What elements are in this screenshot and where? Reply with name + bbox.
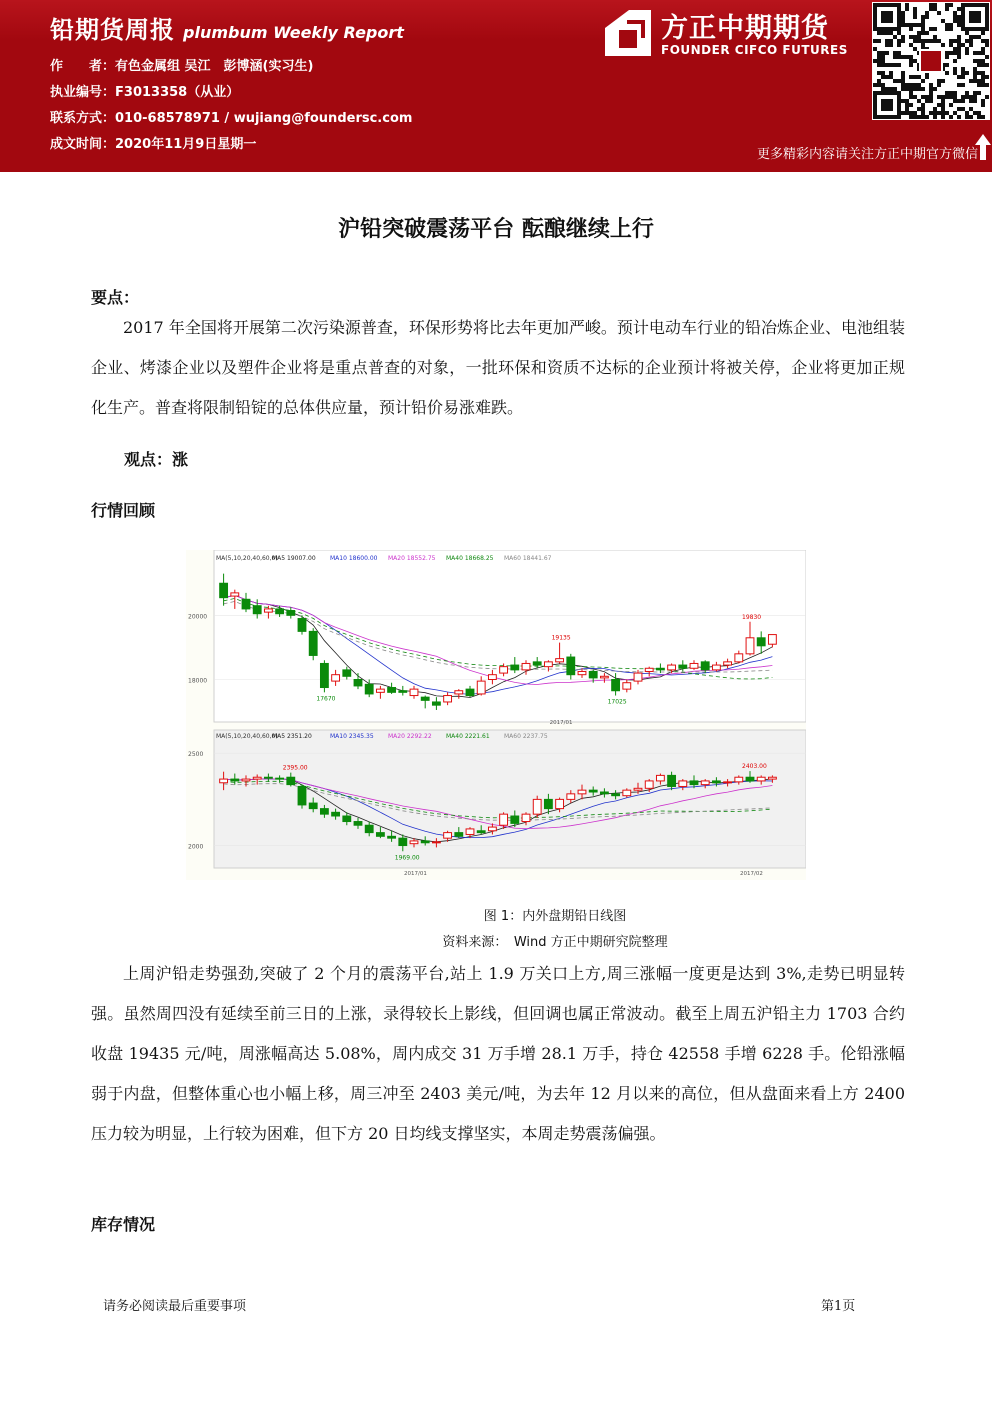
candle-body (645, 781, 653, 788)
candle-body (712, 781, 720, 783)
candle-body (365, 684, 373, 694)
y-tick-label: 2500 (188, 751, 204, 759)
candle-body (309, 631, 317, 655)
ma-legend-item: MA20 18552.75 (388, 555, 436, 562)
candle-body (623, 683, 631, 689)
price-annotation: 17025 (607, 698, 627, 706)
license-line (50, 81, 239, 100)
candle-body (656, 775, 664, 781)
candle-body (388, 688, 396, 693)
author-label: 作 者： (50, 59, 116, 74)
x-tick-label: 2017/01 (549, 720, 573, 726)
upper-panel (214, 550, 806, 722)
candle-body (679, 781, 687, 787)
y-tick-label: 20000 (188, 613, 208, 621)
review-heading: 行情回顾 (91, 501, 156, 520)
candle-body (690, 781, 698, 785)
contact-value[interactable]: 010-68578971 / wujiang@foundersc.com (115, 111, 413, 126)
candle-body (376, 833, 384, 837)
candle-body (668, 775, 676, 786)
qr-code-icon (872, 2, 990, 120)
candle-body (533, 799, 541, 814)
ma-legend-item: MA40 2221.61 (446, 733, 490, 740)
inventory-heading: 库存情况 (91, 1215, 156, 1234)
candle-body (220, 583, 228, 597)
candle-body (735, 654, 743, 662)
candle-body (320, 809, 328, 815)
candle-body (264, 609, 272, 612)
ma-legend-item: MA40 18668.25 (446, 555, 494, 562)
price-annotation: 1969.00 (394, 854, 420, 862)
candle-body (768, 635, 776, 645)
candle-body (612, 794, 620, 796)
price-annotation: 19135 (551, 634, 571, 642)
candle-body (589, 671, 597, 677)
candle-body (724, 782, 732, 783)
candle-body (354, 680, 362, 686)
y-tick-label: 2000 (188, 843, 204, 851)
candle-body (522, 663, 530, 669)
keypoints-heading: 要点： (91, 288, 140, 307)
author-line (50, 55, 313, 74)
candle-body (488, 675, 496, 680)
candle-body (287, 777, 295, 784)
candle-body (735, 777, 743, 782)
candle-body (656, 668, 664, 670)
candle-body (578, 671, 586, 674)
candle-body (388, 836, 396, 838)
candle-body (466, 689, 474, 695)
price-annotation: 17670 (316, 695, 336, 703)
page-number: 第1页 (821, 1299, 856, 1314)
candle-body (724, 662, 732, 665)
contact-label: 联系方式： (50, 111, 116, 126)
candle-body (242, 779, 250, 781)
candle-body (276, 609, 284, 614)
logo-mark-icon (603, 8, 653, 58)
candle-body (253, 606, 261, 614)
ma-legend-item: MA(5,10,20,40,60,0) (216, 733, 278, 740)
ma-legend-item: MA5 2351.20 (272, 733, 312, 740)
x-tick-label: 2017/01 (404, 871, 427, 877)
candle-body (589, 790, 597, 792)
candle-body (712, 665, 720, 670)
date-line (50, 133, 256, 152)
candle-body (757, 638, 765, 646)
figure-source: 资料来源： Wind 方正中期研究院整理 (442, 935, 668, 950)
candle-body (500, 667, 508, 673)
report-name-en: plumbum Weekly Report (183, 23, 404, 42)
candle-body (444, 696, 452, 702)
license-label: 执业编号： (50, 85, 116, 100)
candle-body (320, 663, 328, 687)
candle-body (511, 665, 519, 670)
wechat-note: 更多精彩内容请关注方正中期官方微信 (756, 147, 978, 162)
report-name-cn: 铅期货周报 (50, 16, 175, 44)
candle-body (287, 611, 295, 616)
candle-body (746, 777, 754, 781)
candle-body (276, 778, 284, 779)
y-tick-label: 18000 (188, 677, 208, 685)
candle-body (332, 812, 340, 816)
candle-body (522, 814, 530, 821)
candle-body (567, 657, 575, 675)
price-annotation: 2403.00 (742, 763, 767, 771)
ma-legend-item: MA10 2345.35 (330, 733, 374, 740)
candle-body (343, 816, 351, 822)
candle-body (701, 662, 709, 670)
company-name-en: FOUNDER CIFCO FUTURES (661, 43, 848, 57)
candle-body (768, 777, 776, 779)
candle-body (231, 779, 239, 781)
candle-body (365, 825, 373, 832)
figure-caption: 图 1：内外盘期铅日线图 (483, 909, 627, 924)
candle-body (309, 803, 317, 809)
author-value: 有色金属组 吴江 彭博涵(实习生) (115, 59, 314, 74)
candle-body (668, 665, 676, 670)
price-annotation: 19830 (742, 613, 762, 621)
candle-body (701, 781, 709, 785)
candle-body (410, 841, 418, 844)
candle-body (634, 788, 642, 790)
candle-body (332, 675, 340, 681)
candle-body (757, 777, 765, 781)
keypoints-text: 2017 年全国将开展第二次污染源普查，环保形势将比去年更加严峻。预计电动车行业的铅冶炼企业、电池组装企业、烤漆企业以及塑件企业将是重点普查的对象，一批环保和资质不达标的企业预计将被关停，企业将更加正规化生产。普查将限制铅锭的总体供应量，预计铅价易涨难跌。 (91, 318, 905, 417)
candle-body (533, 662, 541, 665)
ma-legend-item: MA10 18600.00 (330, 555, 378, 562)
candle-body (231, 593, 239, 596)
ma-legend-item: MA60 18441.67 (504, 555, 552, 562)
candle-body (410, 689, 418, 695)
report-name (50, 10, 404, 45)
candle-body (690, 663, 698, 668)
candle-body (679, 665, 687, 668)
wechat-qr-code (872, 2, 990, 120)
candle-body (298, 619, 306, 632)
candle-body (421, 697, 429, 700)
candle-body (432, 842, 440, 843)
candle-body (220, 779, 228, 783)
candle-body (746, 638, 754, 654)
candle-body (477, 831, 485, 833)
candle-body (444, 833, 452, 839)
ma-legend-item: MA(5,10,20,40,60,0) (216, 555, 278, 562)
ma-legend-item: MA60 2237.75 (504, 733, 548, 740)
date-value: 2020年11月9日星期一 (115, 137, 257, 152)
candle-body (488, 827, 496, 831)
candle-body (399, 838, 407, 845)
ma-legend-item: MA5 19007.00 (272, 555, 316, 562)
review-text: 上周沪铅走势强劲,突破了 2 个月的震荡平台,站上 1.9 万关口上方,周三涨幅一度更是达到 3%,走势已明显转强。虽然周四没有延续至前三日的上涨，录得较长上影线，但回调也属正常波动。截至上周五沪铅主力 1703 合约收盘 19435 元/吨，周涨幅高达 5.08%，周内成交 31 万手增 28.1 万手，持仓 42558 手增 6228 手。伦铅涨幅弱于内盘，但整体重心也小幅上移，周三冲至 2403 美元/吨，为去年 12 月以来的高位，但从盘面来看上方 2400 压力较为明显，上行较为困难，但下方 20 日均线支撑坚实，本周走势震荡偏强。 (91, 964, 905, 1143)
candle-body (298, 786, 306, 804)
candle-body (466, 829, 474, 835)
candle-body (556, 799, 564, 808)
candle-body (645, 668, 653, 671)
candle-body (455, 833, 463, 837)
document-title: 沪铅突破震荡平台 酝酿继续上行 (338, 217, 654, 242)
view-line: 观点：涨 (124, 450, 189, 469)
candle-body (544, 799, 552, 808)
candle-body (500, 814, 508, 825)
price-annotation: 2395.00 (282, 764, 308, 772)
candle-body (354, 822, 362, 826)
candle-body (511, 816, 519, 823)
report-header (0, 0, 992, 172)
candle-body (242, 599, 250, 609)
candle-body (399, 691, 407, 693)
license-value: F3013358（从业） (115, 85, 240, 100)
candle-body (600, 792, 608, 794)
date-label: 成文时间： (50, 137, 116, 152)
candle-body (253, 777, 261, 779)
candle-body (578, 790, 586, 794)
candle-body (376, 689, 384, 692)
candle-body (634, 673, 642, 681)
candle-body (421, 841, 429, 843)
company-logo (603, 6, 863, 62)
up-arrow-icon (974, 133, 992, 161)
candle-body (544, 662, 552, 667)
candle-body (600, 676, 608, 678)
contact-line (50, 107, 412, 126)
candle-body (343, 670, 351, 676)
candle-body (623, 790, 631, 796)
lead-daily-kline-chart (186, 550, 806, 880)
candle-body (455, 691, 463, 694)
candle-body (432, 702, 440, 705)
x-tick-label: 2017/02 (740, 871, 763, 877)
candle-body (264, 777, 272, 778)
footer-notice: 请务必阅读最后重要事项 (103, 1299, 247, 1314)
company-name-cn: 方正中期期货 (661, 13, 829, 44)
ma-legend-item: MA20 2292.22 (388, 733, 432, 740)
candle-body (567, 794, 575, 800)
candle-body (612, 680, 620, 691)
candle-body (556, 659, 564, 662)
candle-body (477, 681, 485, 694)
